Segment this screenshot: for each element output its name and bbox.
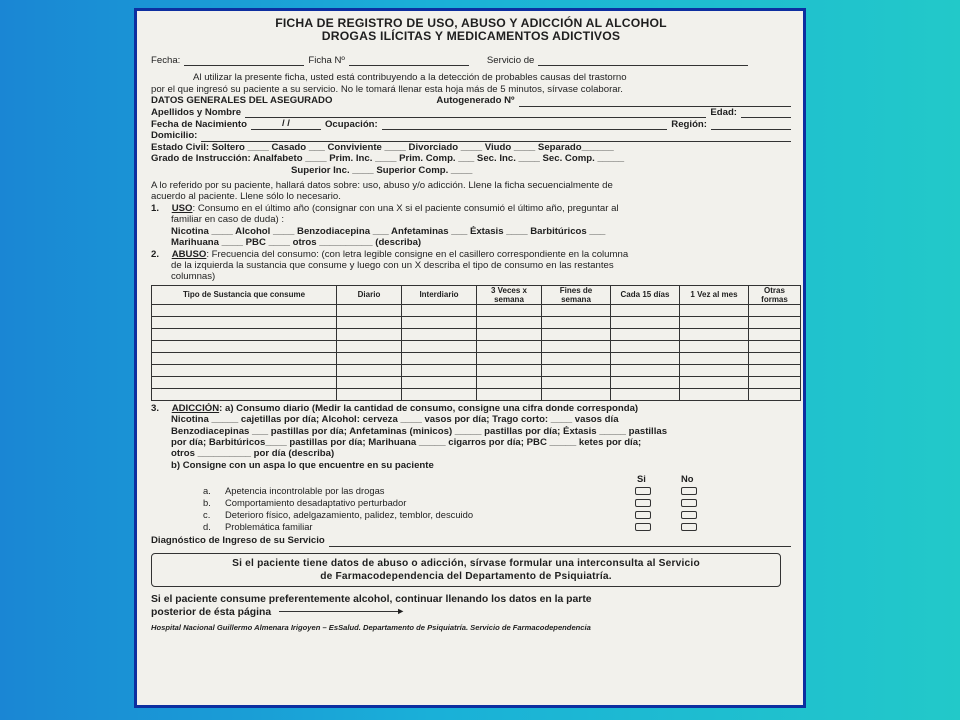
substance-cell[interactable] [152,376,337,388]
checklist-text: Problemática familiar [225,521,313,533]
domicilio-field[interactable] [201,133,791,142]
frequency-cell[interactable] [680,376,749,388]
lo-referido-1: A lo referido por su paciente, hallará datos sobre: uso, abuso y/o adicción. Llene la ficha secuencialmente de [151,180,613,192]
document-frame [134,8,806,708]
table-row [152,352,801,364]
frequency-cell[interactable] [680,328,749,340]
table-body [152,304,801,400]
apellidos-field[interactable] [245,109,706,118]
region-label: Región: [671,119,707,131]
uso-heading [151,203,791,214]
frequency-table [151,285,801,401]
frequency-cell[interactable] [402,328,477,340]
no-checkbox[interactable] [681,511,697,519]
uso-substances-2: Marihuana ____ PBC ____ otros __________ (describa) [171,237,422,249]
fecha-field[interactable] [184,57,304,66]
checklist-item [151,497,791,509]
frequency-cell[interactable] [477,388,542,400]
frequency-cell[interactable] [337,304,402,316]
uso-label: USO [171,202,193,214]
adiccion-number: 3. [151,402,160,414]
continue-line-1: Si el paciente consume preferentemente alcohol, continuar llenando los datos en la parte [151,593,592,605]
table-row [152,376,801,388]
title-line-1: FICHA DE REGISTRO DE USO, ABUSO Y ADICCIÓN AL ALCOHOL [275,16,667,30]
frequency-cell[interactable] [680,364,749,376]
frequency-cell[interactable] [337,388,402,400]
substance-cell[interactable] [152,328,337,340]
checklist-item-label [151,509,635,521]
frequency-cell[interactable] [749,316,801,328]
frequency-cell[interactable] [542,388,611,400]
substance-cell[interactable] [152,388,337,400]
frequency-cell[interactable] [611,352,680,364]
estado-civil-row: Estado Civil: Soltero ____ Casado ___ Conviviente ____ Divorciado ____ Viudo ____ Separado______ [151,141,614,153]
col-header-diario: Diario [337,285,402,304]
checklist-text: Comportamiento desadaptativo perturbador [225,497,407,509]
frequency-cell[interactable] [680,352,749,364]
col-header-cada-15: Cada 15 días [611,285,680,304]
frequency-cell[interactable] [680,304,749,316]
notice-line-1: Si el paciente tiene datos de abuso o adicción, sírvase formular una interconsulta al Servicio [232,557,700,569]
adiccion-heading [151,403,791,414]
no-header: No [681,473,694,485]
abuso-text-1: : Frecuencia del consumo: (con letra legible consigne en el casillero correspondiente en la columna [206,248,629,260]
frequency-cell[interactable] [542,376,611,388]
form-page [137,11,803,705]
edad-label: Edad: [710,106,737,118]
fecha-label: Fecha: [151,55,181,66]
frequency-cell[interactable] [542,304,611,316]
abuso-label: ABUSO [171,248,207,260]
si-checkbox[interactable] [635,523,651,531]
frequency-cell[interactable] [402,376,477,388]
table-row [152,364,801,376]
col-header-1-vez-mes: 1 Vez al mes [680,285,749,304]
form-title [151,17,791,43]
checklist-letter: a. [203,485,211,497]
no-checkbox[interactable] [681,523,697,531]
frequency-cell[interactable] [542,328,611,340]
abuso-number: 2. [151,248,160,260]
frequency-cell[interactable] [542,352,611,364]
checklist-letter: c. [203,509,211,521]
domicilio-label: Domicilio: [151,130,198,142]
title-line-2: DROGAS ILÍCITAS Y MEDICAMENTOS ADICTIVOS [321,29,621,43]
table-row [152,388,801,400]
fecha-nacimiento-field[interactable]: / / [251,118,321,130]
diagnostico-row [151,535,791,546]
lo-referido-2: acuerdo al paciente. Llene sólo lo necesario. [151,191,341,203]
table-row [152,316,801,328]
substance-cell[interactable] [152,340,337,352]
checklist-item [151,521,791,533]
col-header-fines-semana: Fines de semana [542,285,611,304]
frequency-cell[interactable] [680,388,749,400]
table-row [152,328,801,340]
datos-heading-row [151,95,791,106]
checklist-letter: d. [203,521,211,533]
uso-substances-1: Nicotina ____ Alcohol ____ Benzodiacepina ___ Anfetaminas ___ Éxtasis ____ Barbitúricos ___ [171,225,606,237]
no-checkbox[interactable] [681,487,697,495]
col-header-otras: Otras formas [749,285,801,304]
substance-cell[interactable] [152,304,337,316]
table-row [152,340,801,352]
region-field[interactable] [711,121,791,130]
checklist-text: Apetencia incontrolable por las drogas [225,485,385,497]
frequency-cell[interactable] [611,376,680,388]
frequency-cell[interactable] [749,376,801,388]
frequency-cell[interactable] [477,352,542,364]
checklist-item [151,509,791,521]
frequency-cell[interactable] [611,388,680,400]
frequency-cell[interactable] [542,364,611,376]
frequency-cell[interactable] [337,340,402,352]
frequency-cell[interactable] [542,340,611,352]
interconsulta-notice [151,553,781,587]
checklist-item-label [151,521,635,533]
checklist-items [151,485,791,533]
frequency-cell[interactable] [611,304,680,316]
frequency-cell[interactable] [477,328,542,340]
frequency-cell[interactable] [611,340,680,352]
substance-cell[interactable] [152,364,337,376]
frequency-cell[interactable] [611,316,680,328]
col-header-3-veces: 3 Veces x semana [477,285,542,304]
uso-text-2: familiar en caso de duda) : [171,214,285,226]
continue-text: posterior de ésta página [151,606,272,618]
apellidos-label: Apellidos y Nombre [151,106,242,118]
grado-instruccion-row-2: Superior Inc. ____ Superior Comp. ____ [291,164,473,176]
adiccion-text-a3: Benzodiacepinas ___ pastillas por día; Anfetaminas (minicos) _____ pastillas por día; Éxtasis _____ pastillas [171,425,668,437]
adiccion-text-a1: : a) Consumo diario (Medir la cantidad de consumo, consigne una cifra donde corresponda) [219,402,639,414]
ficha-field[interactable] [349,57,469,66]
frequency-cell[interactable] [680,316,749,328]
frequency-cell[interactable] [477,304,542,316]
frequency-cell[interactable] [749,352,801,364]
table-row [152,304,801,316]
frequency-cell[interactable] [680,340,749,352]
frequency-cell[interactable] [477,364,542,376]
uso-number: 1. [151,202,160,214]
nacimiento-row [151,118,791,130]
top-fields-row [151,55,791,66]
apellidos-row [151,107,791,118]
si-checkbox[interactable] [635,487,651,495]
frequency-cell[interactable] [749,328,801,340]
frequency-cell[interactable] [611,364,680,376]
fecha-nacimiento-label: Fecha de Nacimiento [151,119,247,131]
frequency-cell[interactable] [749,340,801,352]
si-checkbox[interactable] [635,499,651,507]
checklist-item [151,485,791,497]
substance-cell[interactable] [152,316,337,328]
frequency-cell[interactable] [337,376,402,388]
frequency-cell[interactable] [542,316,611,328]
domicilio-row [151,130,791,141]
checklist-letter: b. [203,497,211,509]
si-header: Si [637,473,646,485]
frequency-cell[interactable] [402,340,477,352]
diagnostico-field[interactable] [329,538,791,547]
adiccion-label: ADICCIÓN [171,402,220,414]
arrow-right-icon [279,611,399,612]
frequency-cell[interactable] [402,388,477,400]
signs-checklist [151,473,791,533]
servicio-label: Servicio de [486,55,535,66]
abuso-heading [151,249,791,260]
checklist-header [151,473,791,485]
notice-line-2: de Farmacodependencia del Departamento de Psiquiatría. [320,570,612,582]
ocupacion-field[interactable] [382,121,668,130]
adiccion-text-a5: otros __________ por día (describa) [171,448,335,460]
frequency-cell[interactable] [749,364,801,376]
frequency-cell[interactable] [402,352,477,364]
ficha-label: Ficha Nº [308,55,345,66]
frequency-cell[interactable] [477,376,542,388]
edad-field[interactable] [741,109,791,118]
frequency-cell[interactable] [749,388,801,400]
adiccion-text-a4: por día; Barbitúricos____ pastillas por día; Marihuana _____ cigarros por día; PBC _____ ketes por día; [171,436,642,448]
frequency-cell[interactable] [337,364,402,376]
abuso-text-3: columnas) [171,271,216,283]
checklist-item-label [151,497,635,509]
frequency-cell[interactable] [477,316,542,328]
table-header-row [152,285,801,304]
abuso-text-2: de la izquierda la sustancia que consume y luego con un X describa el tipo de consumo en las restantes [171,259,614,271]
substance-cell[interactable] [152,352,337,364]
grado-instruccion-row: Grado de Instrucción: Analfabeto ____ Prim. Inc. ____ Prim. Comp. ___ Sec. Inc. ____ Sec. Comp. _____ [151,153,625,165]
frequency-cell[interactable] [337,328,402,340]
footer-institution: Hospital Nacional Guillermo Almenara Irigoyen – EsSalud. Departamento de Psiquiatría. Servicio de Farmacodependencia [151,622,591,632]
frequency-cell[interactable] [337,352,402,364]
frequency-cell[interactable] [611,328,680,340]
si-checkbox[interactable] [635,511,651,519]
checklist-text: Deterioro físico, adelgazamiento, palidez, temblor, descuido [225,509,474,521]
autogenerado-label: Autogenerado Nº [436,95,515,107]
adiccion-text-a2: Nicotina _____ cajetillas por día; Alcohol: cerveza ____ vasos por día; Trago corto: ____ vasos día [171,414,619,426]
diagnostico-label: Diagnóstico de Ingreso de su Servicio [151,535,325,547]
uso-text-1: : Consumo en el último año (consignar con una X si el paciente consumió el último año, preguntar al [192,202,619,214]
frequency-cell[interactable] [477,340,542,352]
checklist-item-label [151,485,635,497]
frequency-cell[interactable] [402,364,477,376]
col-header-sustancia: Tipo de Sustancia que consume [152,285,337,304]
col-header-interdiario: Interdiario [402,285,477,304]
continue-line-2 [151,606,791,619]
frequency-cell[interactable] [402,316,477,328]
frequency-cell[interactable] [749,304,801,316]
frequency-cell[interactable] [337,316,402,328]
intro-line-1: Al utilizar la presente ficha, usted está contribuyendo a la detección de probables causas del trastorno [193,72,627,84]
autogenerado-field[interactable] [519,98,791,107]
frequency-cell[interactable] [402,304,477,316]
datos-heading: DATOS GENERALES DEL ASEGURADO [151,95,333,107]
servicio-field[interactable] [538,57,748,66]
no-checkbox[interactable] [681,499,697,507]
adiccion-text-b: b) Consigne con un aspa lo que encuentre en su paciente [171,459,434,471]
intro-line-2: por el que ingresó su paciente a su servicio. No le tomará llenar esta hoja más de 5 minutos, sírvase colaborar. [151,83,623,95]
ocupacion-label: Ocupación: [324,119,378,131]
